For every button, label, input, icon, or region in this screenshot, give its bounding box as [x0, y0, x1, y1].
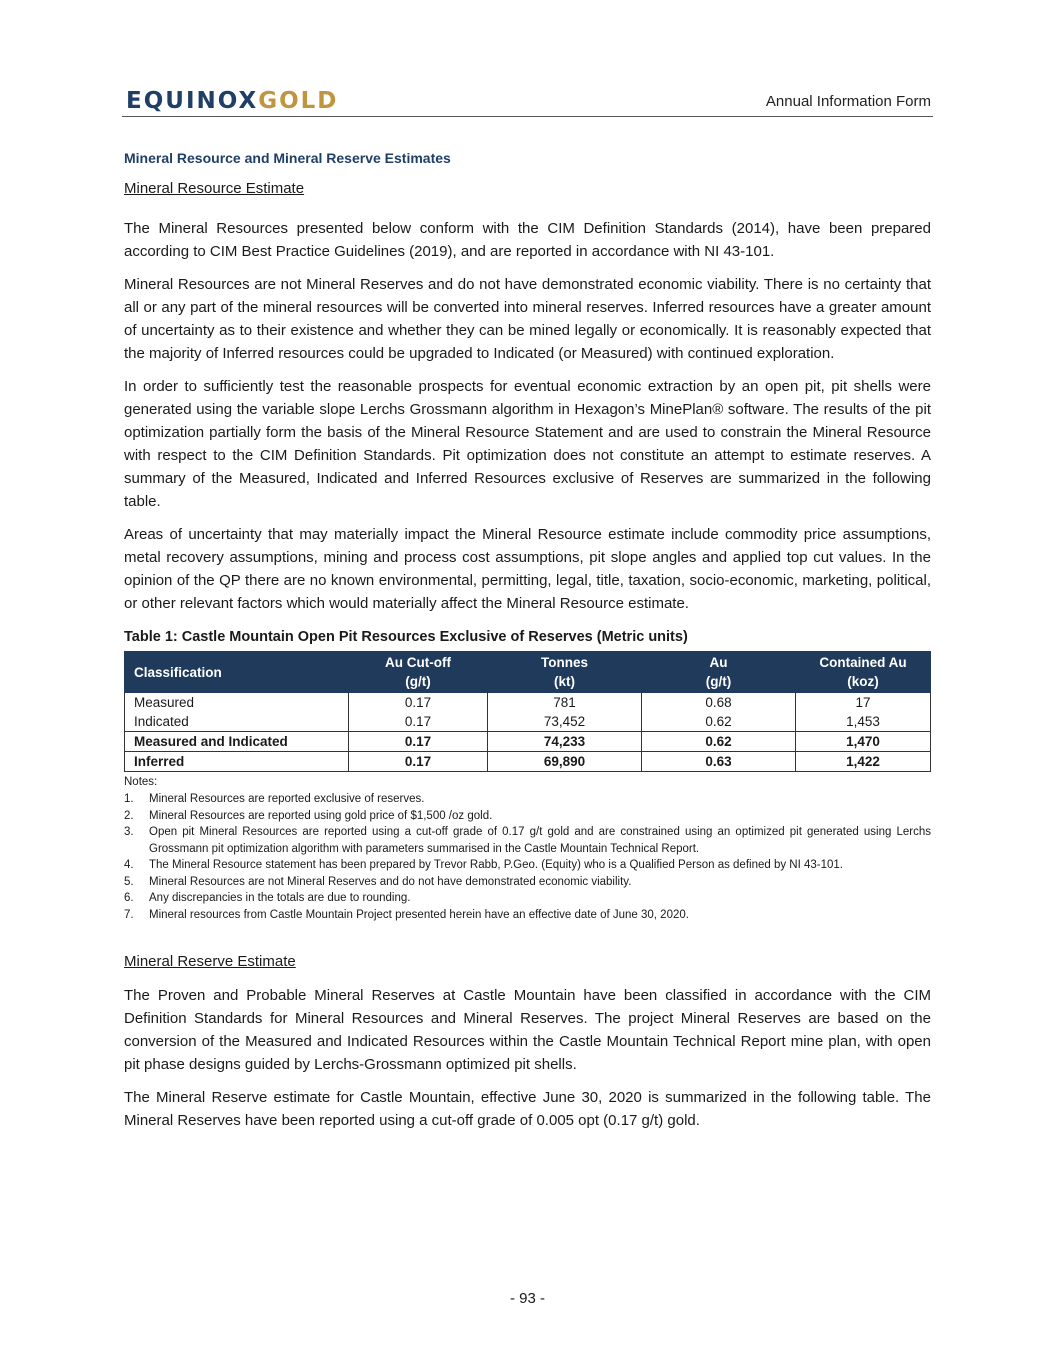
- cell: 0.17: [349, 752, 488, 772]
- note-item: 1. Mineral Resources are reported exclusive of reserves.: [124, 793, 425, 805]
- resource-paragraph: The Mineral Resources presented below conform with the CIM Definition Standards (2014), have been prepared according to CIM Best Practice Guidelines (2019), and are reported in accordance with NI 43-101.: [124, 220, 931, 260]
- table-notes: [124, 774, 931, 923]
- resource-paragraph: Areas of uncertainty that may materially impact the Mineral Resource estimate include commodity price assumptions, metal recovery assumptions, mining and process cost assumptions, pit slope angles and applied top cut values. In the opinion of the QP there are no known environmental, permitting, legal, title, taxation, socio-economic, marketing, political, or other relevant factors which would materially affect the Mineral Resource estimate.: [124, 526, 931, 612]
- page-header: [122, 86, 933, 117]
- resource-paragraph: In order to sufficiently test the reasonable prospects for eventual economic extraction by an open pit, pit shells were generated using the variable slope Lerchs Grossmann algorithm in Hexagon’s MinePlan® software. The results of the pit optimization partially form the basis of the Mineral Resource Statement and are used to constrain the Mineral Resource with respect to the CIM Definition Standards. Pit optimization does not constitute an attempt to estimate reserves. A summary of the Measured, Indicated and Inferred Resources exclusive of Reserves are summarized in the following table.: [124, 378, 931, 510]
- cell: 0.62: [642, 732, 796, 752]
- resource-paragraph: Mineral Resources are not Mineral Reserves and do not have demonstrated economic viability. There is no certainty that all or any part of the mineral resources will be converted into mineral reserves. Inferred resources have a greater amount of uncertainty as to their existence and whether they can be mined legally or economically. It is reasonably expected that the majority of Inferred resources could be upgraded to Indicated (or Measured) with continued exploration.: [124, 276, 931, 362]
- header-contained-au: Contained Au (koz): [796, 652, 931, 693]
- cell: 0.62: [642, 712, 796, 732]
- header-au-grade: Au (g/t): [642, 652, 796, 693]
- header-au-cutoff: Au Cut-off (g/t): [349, 652, 488, 693]
- logo-text-x: X: [238, 88, 259, 114]
- logo-text-equin: EQUIN: [126, 88, 218, 114]
- cell: 0.17: [349, 693, 488, 713]
- cell: Inferred: [125, 752, 349, 772]
- cell: Measured and Indicated: [125, 732, 349, 752]
- form-title: Annual Information Form: [765, 93, 931, 110]
- resource-subheading: Mineral Resource Estimate: [124, 180, 305, 197]
- cell: 781: [488, 693, 642, 713]
- table-row: [125, 712, 931, 732]
- cell: 69,890: [488, 752, 642, 772]
- note-item: 4. The Mineral Resource statement has been prepared by Trevor Rabb, P.Geo. (Equity) who is a Qualified Person as defined by NI 43-101.: [124, 859, 843, 871]
- table-title: Table 1: Castle Mountain Open Pit Resources Exclusive of Reserves (Metric units): [124, 629, 688, 645]
- resources-table: [124, 651, 931, 772]
- note-item: 6. Any discrepancies in the totals are due to rounding.: [124, 892, 411, 904]
- table-header-row: [125, 652, 931, 693]
- cell: 0.63: [642, 752, 796, 772]
- equinox-gold-logo: [126, 88, 338, 114]
- cell: 74,233: [488, 732, 642, 752]
- cell: 1,453: [796, 712, 931, 732]
- note-item: 5. Mineral Resources are not Mineral Reserves and do not have demonstrated economic viability.: [124, 875, 632, 888]
- cell: Indicated: [125, 712, 349, 732]
- note-item: 7. Mineral resources from Castle Mountain Project presented herein have an effective date of June 30, 2020.: [124, 908, 689, 921]
- reserve-paragraph: The Mineral Reserve estimate for Castle Mountain, effective June 30, 2020 is summarized in the following table. The Mineral Reserves have been reported using a cut-off grade of 0.005 opt (0.17 g/t) gold.: [124, 1089, 931, 1129]
- header-tonnes: Tonnes (kt): [488, 652, 642, 693]
- note-item: 3. Open pit Mineral Resources are reported using a cut-off grade of 0.17 g/t gold and are constrained using an optimized pit generated using Lerchs Grossmann pit optimization algorithm with parameters summarised in the Castle Mountain Technical Report.: [124, 826, 931, 855]
- logo-text-o: O: [217, 88, 239, 114]
- note-item: 2. Mineral Resources are reported using gold price of $1,500 /oz gold.: [124, 809, 493, 822]
- cell: 0.17: [349, 732, 488, 752]
- table-row: [125, 693, 931, 713]
- logo-text-gold: GOLD: [258, 88, 339, 114]
- notes-heading: Notes:: [124, 776, 158, 788]
- cell: 17: [796, 693, 931, 713]
- page-content: [124, 150, 931, 1142]
- header-classification: Classification: [125, 652, 349, 693]
- table-row-total: [125, 732, 931, 752]
- cell: Measured: [125, 693, 349, 713]
- cell: 1,422: [796, 752, 931, 772]
- section-heading: Mineral Resource and Mineral Reserve Estimates: [124, 150, 451, 166]
- reserve-paragraph: The Proven and Probable Mineral Reserves at Castle Mountain have been classified in accordance with the CIM Definition Standards for Mineral Resources and Mineral Reserves. The project Mineral Reserves are based on the conversion of the Measured and Indicated Resources within the Castle Mountain Technical Report mine plan, with open pit phase designs guided by Lerchs-Grossmann optimized pit shells.: [124, 987, 931, 1073]
- cell: 73,452: [488, 712, 642, 732]
- cell: 0.17: [349, 712, 488, 732]
- reserve-subheading: Mineral Reserve Estimate: [124, 953, 296, 970]
- page-number: - 93 -: [509, 1290, 545, 1307]
- table-row-total: [125, 752, 931, 772]
- cell: 1,470: [796, 732, 931, 752]
- cell: 0.68: [642, 693, 796, 713]
